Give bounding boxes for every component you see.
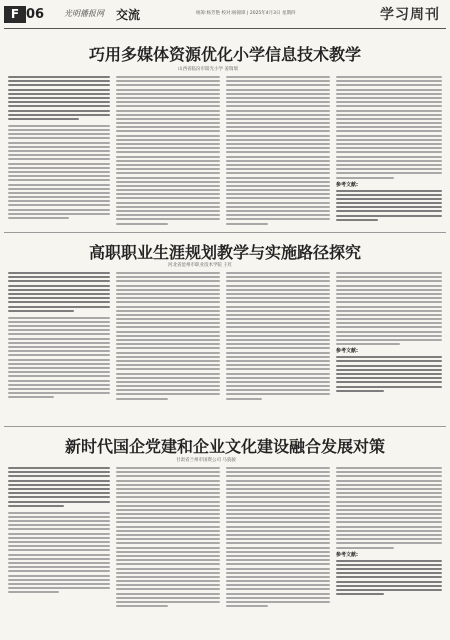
article-2-col-3 (226, 272, 330, 400)
article-3-col-1 (8, 467, 110, 593)
article-1-col-4 (336, 76, 442, 221)
article-3-references (336, 560, 442, 596)
article-1-col-3 (226, 76, 330, 225)
article-1-abstract (8, 76, 110, 120)
article-3-col-3 (226, 467, 330, 607)
article-3-body-1 (8, 512, 110, 594)
article-2-body-1 (8, 317, 110, 399)
article-1-reference-label: 参考文献: (336, 181, 358, 188)
article-2-title: 高职职业生涯规划教学与实施路径探究 (88, 243, 361, 262)
article-1-title: 巧用多媒体资源优化小学信息技术教学 (88, 45, 361, 64)
article-3-col-4 (336, 467, 442, 595)
article-1-col-2 (116, 76, 220, 225)
article-1-body-1 (8, 125, 110, 219)
article-separator-2 (4, 426, 446, 427)
article-2-col-1 (8, 272, 110, 398)
brand-title: 学习周刊 (380, 7, 440, 23)
article-2-abstract (8, 272, 110, 312)
article-3-reference-label: 参考文献: (336, 551, 358, 558)
page-number: F (4, 6, 26, 23)
article-2-col-2 (116, 272, 220, 400)
article-separator-1 (4, 232, 446, 233)
header-rule (4, 28, 446, 29)
issue-meta: 统筹:杨芳艳 校对:杨锦锋 | 2025年4月3日 星期四 (196, 11, 296, 16)
article-2-col-4 (336, 272, 442, 392)
article-2-reference-label: 参考文献: (336, 348, 358, 355)
article-1-col-1 (8, 76, 110, 219)
article-1-references (336, 190, 442, 221)
paper-name: 光明播报网 (64, 9, 104, 18)
article-2-references (336, 356, 442, 392)
section-title: 交流 (116, 8, 141, 22)
article-3-abstract (8, 467, 110, 507)
page-number-digits: 06 (26, 7, 45, 22)
article-1-byline: 山西省临汾市阳光小学 姜瑞瑞 (178, 67, 238, 72)
page-header (0, 0, 450, 36)
article-2-byline: 河北省沧州市职业技术学院 王红 (168, 263, 233, 268)
article-3-col-2 (116, 467, 220, 607)
article-3-title: 新时代国企党建和企业文化建设融合发展对策 (64, 437, 385, 456)
article-3-byline: 甘肃省兰州市国资公司 马骁骏 (176, 458, 236, 463)
